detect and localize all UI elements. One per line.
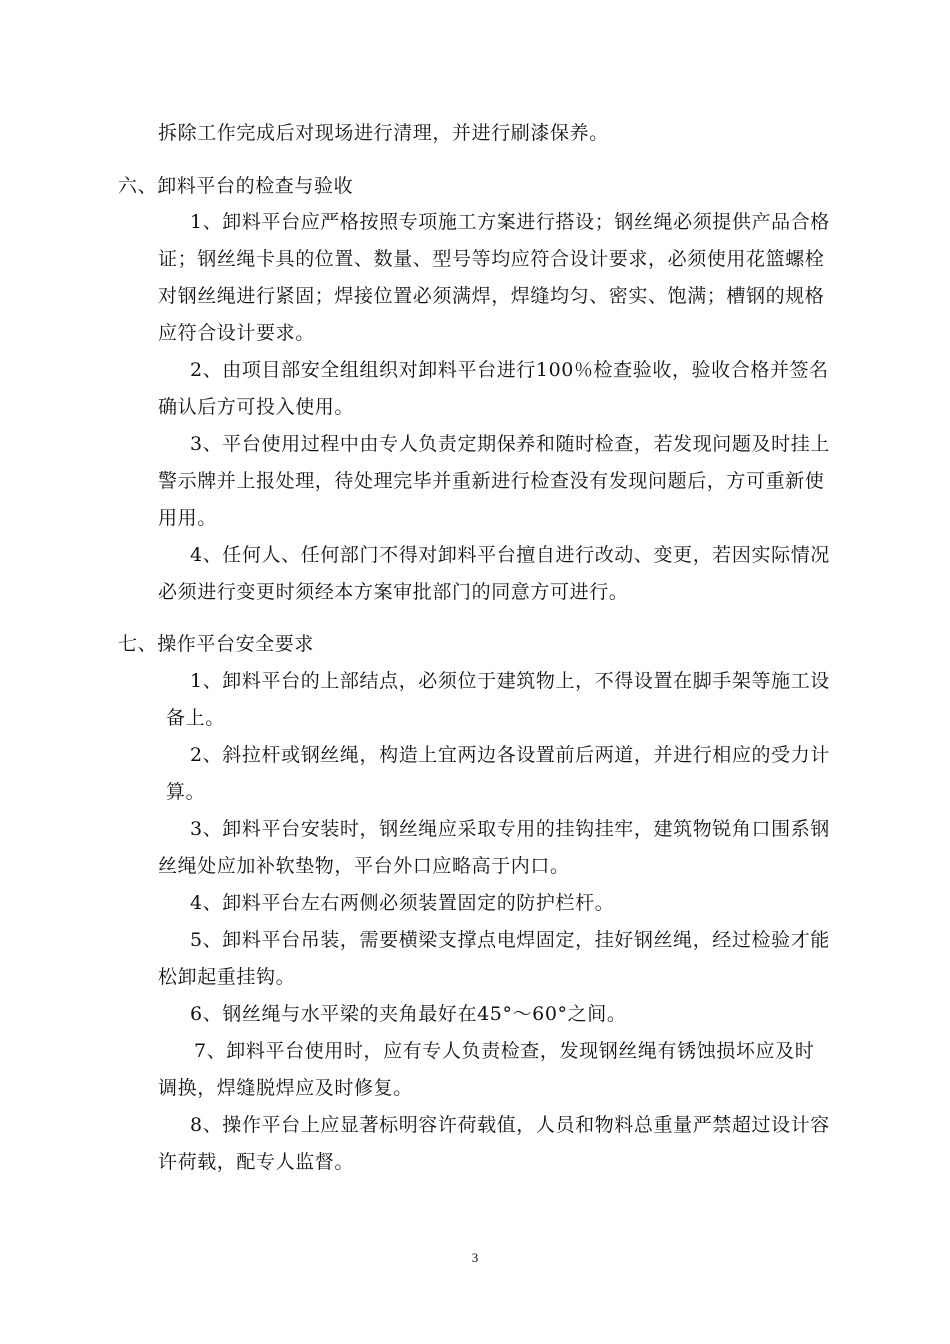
list-item-line: 算。 [166,781,206,803]
paragraph-line: 证；钢丝绳卡具的位置、数量、型号等均应符合设计要求，必须使用花篮螺栓 [158,248,825,270]
list-item-line: 1、卸料平台的上部结点，必须位于建筑物上，不得设置在脚手架等施工设 [190,670,830,692]
list-item-line: 6、钢丝绳与水平梁的夹角最好在45°～60°之间。 [190,1003,627,1025]
paragraph-line: 必须进行变更时须经本方案审批部门的同意方可进行。 [158,581,629,603]
paragraph-line: 用用。 [158,507,217,529]
list-item-line: 丝绳处应加补软垫物，平台外口应略高于内口。 [158,855,570,877]
paragraph-line: 3、平台使用过程中由专人负责定期保养和随时检查，若发现问题及时挂上 [190,433,830,455]
list-item-line: 许荷载，配专人监督。 [158,1151,355,1173]
paragraph-line: 警示牌并上报处理，待处理完毕并重新进行检查没有发现问题后，方可重新使 [158,470,825,492]
intro-line: 拆除工作完成后对现场进行清理，并进行刷漆保养。 [158,122,609,144]
list-item-line: 2、斜拉杆或钢丝绳，构造上宜两边各设置前后两道，并进行相应的受力计 [190,744,830,766]
list-item-line: 5、卸料平台吊装，需要横梁支撑点电焊固定，挂好钢丝绳，经过检验才能 [190,929,830,951]
paragraph-line: 对钢丝绳进行紧固；焊接位置必须满焊，焊缝均匀、密实、饱满；槽钢的规格 [158,285,825,307]
list-item-line: 备上。 [166,707,225,729]
section-7-heading: 七、操作平台安全要求 [118,633,315,655]
list-item-line: 3、卸料平台安装时，钢丝绳应采取专用的挂钩挂牢，建筑物锐角口围系钢 [190,818,830,840]
list-item-line: 松卸起重挂钩。 [158,966,296,988]
section-6-heading: 六、卸料平台的检查与验收 [118,175,354,197]
paragraph-line: 应符合设计要求。 [158,322,315,344]
list-item-line: 8、操作平台上应显著标明容许荷载值，人员和物料总重量严禁超过设计容 [190,1114,830,1136]
list-item-line: 7、卸料平台使用时，应有专人负责检查，发现钢丝绳有锈蚀损坏应及时 [194,1040,815,1062]
paragraph-line: 2、由项目部安全组组织对卸料平台进行100％检查验收，验收合格并签名 [190,359,829,381]
paragraph-line: 4、任何人、任何部门不得对卸料平台擅自进行改动、变更，若因实际情况 [190,544,830,566]
list-item-line: 4、卸料平台左右两侧必须装置固定的防护栏杆。 [190,892,615,914]
page-number: 3 [471,1250,479,1265]
paragraph-line: 确认后方可投入使用。 [158,396,355,418]
list-item-line: 调换，焊缝脱焊应及时修复。 [158,1077,413,1099]
paragraph-line: 1、卸料平台应严格按照专项施工方案进行搭设；钢丝绳必须提供产品合格 [190,211,830,233]
